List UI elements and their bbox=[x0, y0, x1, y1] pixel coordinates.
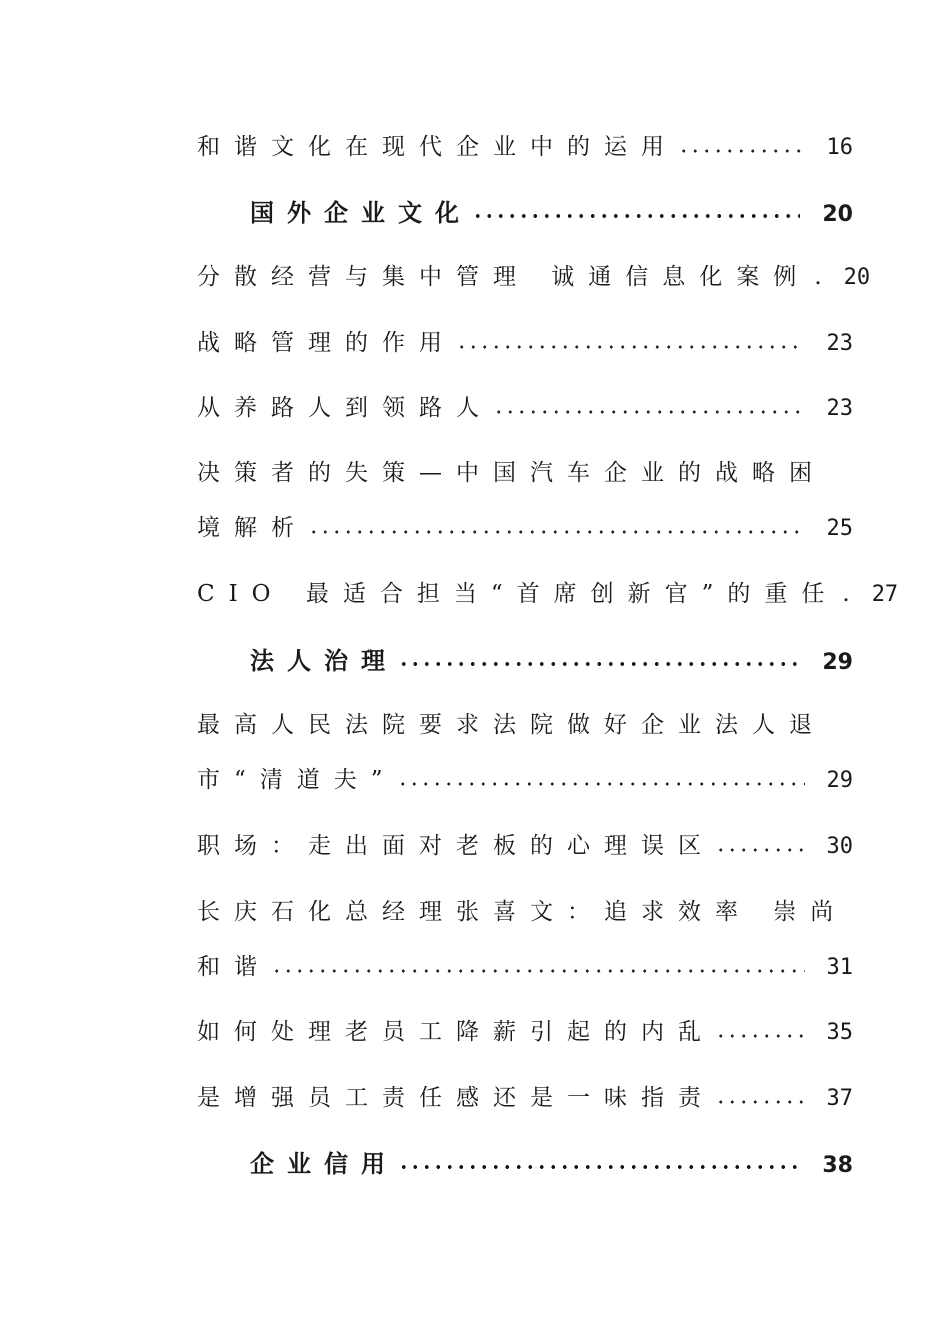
toc-entry-title: 长庆石化总经理张喜文：追求效率 崇尚 bbox=[197, 899, 848, 925]
toc-page-number: 37 bbox=[826, 1086, 853, 1111]
toc-entry[interactable] bbox=[197, 1013, 853, 1047]
toc-entry-title: 从养路人到领路人 bbox=[197, 395, 493, 421]
toc-entry[interactable] bbox=[197, 389, 853, 423]
dot-leader bbox=[308, 527, 805, 537]
toc-section[interactable] bbox=[250, 641, 853, 675]
toc-entry-title: 最高人民法院要求法院做好企业法人退 bbox=[197, 712, 826, 738]
toc-page-number: 31 bbox=[826, 955, 853, 980]
toc-entry[interactable] bbox=[197, 454, 853, 543]
toc-section-title: 企业信用 bbox=[250, 1150, 398, 1178]
toc-page-number: 29 bbox=[826, 768, 853, 793]
toc-entry[interactable] bbox=[197, 258, 871, 292]
dot-leader bbox=[456, 342, 805, 352]
toc-page-number: 35 bbox=[826, 1020, 853, 1045]
toc-entry-title: 职场：走出面对老板的心理误区 bbox=[197, 833, 715, 859]
toc-page-number: 25 bbox=[826, 516, 853, 541]
toc-entry[interactable] bbox=[197, 827, 853, 861]
toc-entry-title: 决策者的失策—中国汽车企业的战略困 bbox=[197, 460, 826, 486]
toc-entry-title: CIO 最适合担当“首席创新官”的重任 bbox=[197, 581, 839, 607]
dot-leader bbox=[493, 407, 805, 417]
toc-entry-title: 战略管理的作用 bbox=[197, 330, 456, 356]
toc-page-number: 16 bbox=[826, 135, 853, 160]
toc-section-title: 国外企业文化 bbox=[250, 199, 472, 227]
toc-entry-title: 如何处理老员工降薪引起的内乱 bbox=[197, 1019, 715, 1045]
dot-leader bbox=[715, 1031, 805, 1041]
dot-leader bbox=[397, 779, 805, 789]
toc-section[interactable] bbox=[250, 193, 853, 227]
dot-leader: . bbox=[842, 581, 850, 607]
toc-entry-title: 和谐文化在现代企业中的运用 bbox=[197, 134, 678, 160]
dot-leader bbox=[472, 211, 800, 221]
dot-leader bbox=[715, 1097, 805, 1107]
toc-page-number: 27 bbox=[871, 582, 899, 607]
dot-leader bbox=[398, 659, 800, 669]
toc-page-number: 38 bbox=[822, 1153, 853, 1178]
toc-entry[interactable] bbox=[197, 1079, 853, 1113]
dot-leader bbox=[398, 1162, 800, 1172]
toc-entry[interactable] bbox=[197, 893, 853, 982]
dot-leader bbox=[678, 146, 805, 156]
dot-leader bbox=[715, 845, 805, 855]
toc-entry-title-continued: 和谐 bbox=[197, 954, 271, 980]
toc-entry[interactable] bbox=[197, 575, 899, 609]
toc-page-number: 29 bbox=[822, 650, 853, 675]
toc-entry[interactable] bbox=[197, 324, 853, 358]
toc-section[interactable] bbox=[250, 1144, 853, 1178]
toc-page-number: 20 bbox=[843, 265, 871, 290]
toc-entry-title-continued: 市“清道夫” bbox=[197, 767, 397, 793]
toc-entry-title: 是增强员工责任感还是一味指责 bbox=[197, 1085, 715, 1111]
toc-page-number: 20 bbox=[822, 202, 853, 227]
dot-leader: . bbox=[814, 264, 822, 290]
toc-section-title: 法人治理 bbox=[250, 647, 398, 675]
toc-page-number: 30 bbox=[826, 834, 853, 859]
toc-entry[interactable] bbox=[197, 706, 853, 795]
toc-entry[interactable] bbox=[197, 128, 853, 162]
toc-entry-title-continued: 境解析 bbox=[197, 515, 308, 541]
toc-entry-title: 分散经营与集中管理 诚通信息化案例 bbox=[197, 264, 811, 290]
toc-page-number: 23 bbox=[826, 396, 853, 421]
toc-page-number: 23 bbox=[826, 331, 853, 356]
dot-leader bbox=[271, 966, 805, 976]
